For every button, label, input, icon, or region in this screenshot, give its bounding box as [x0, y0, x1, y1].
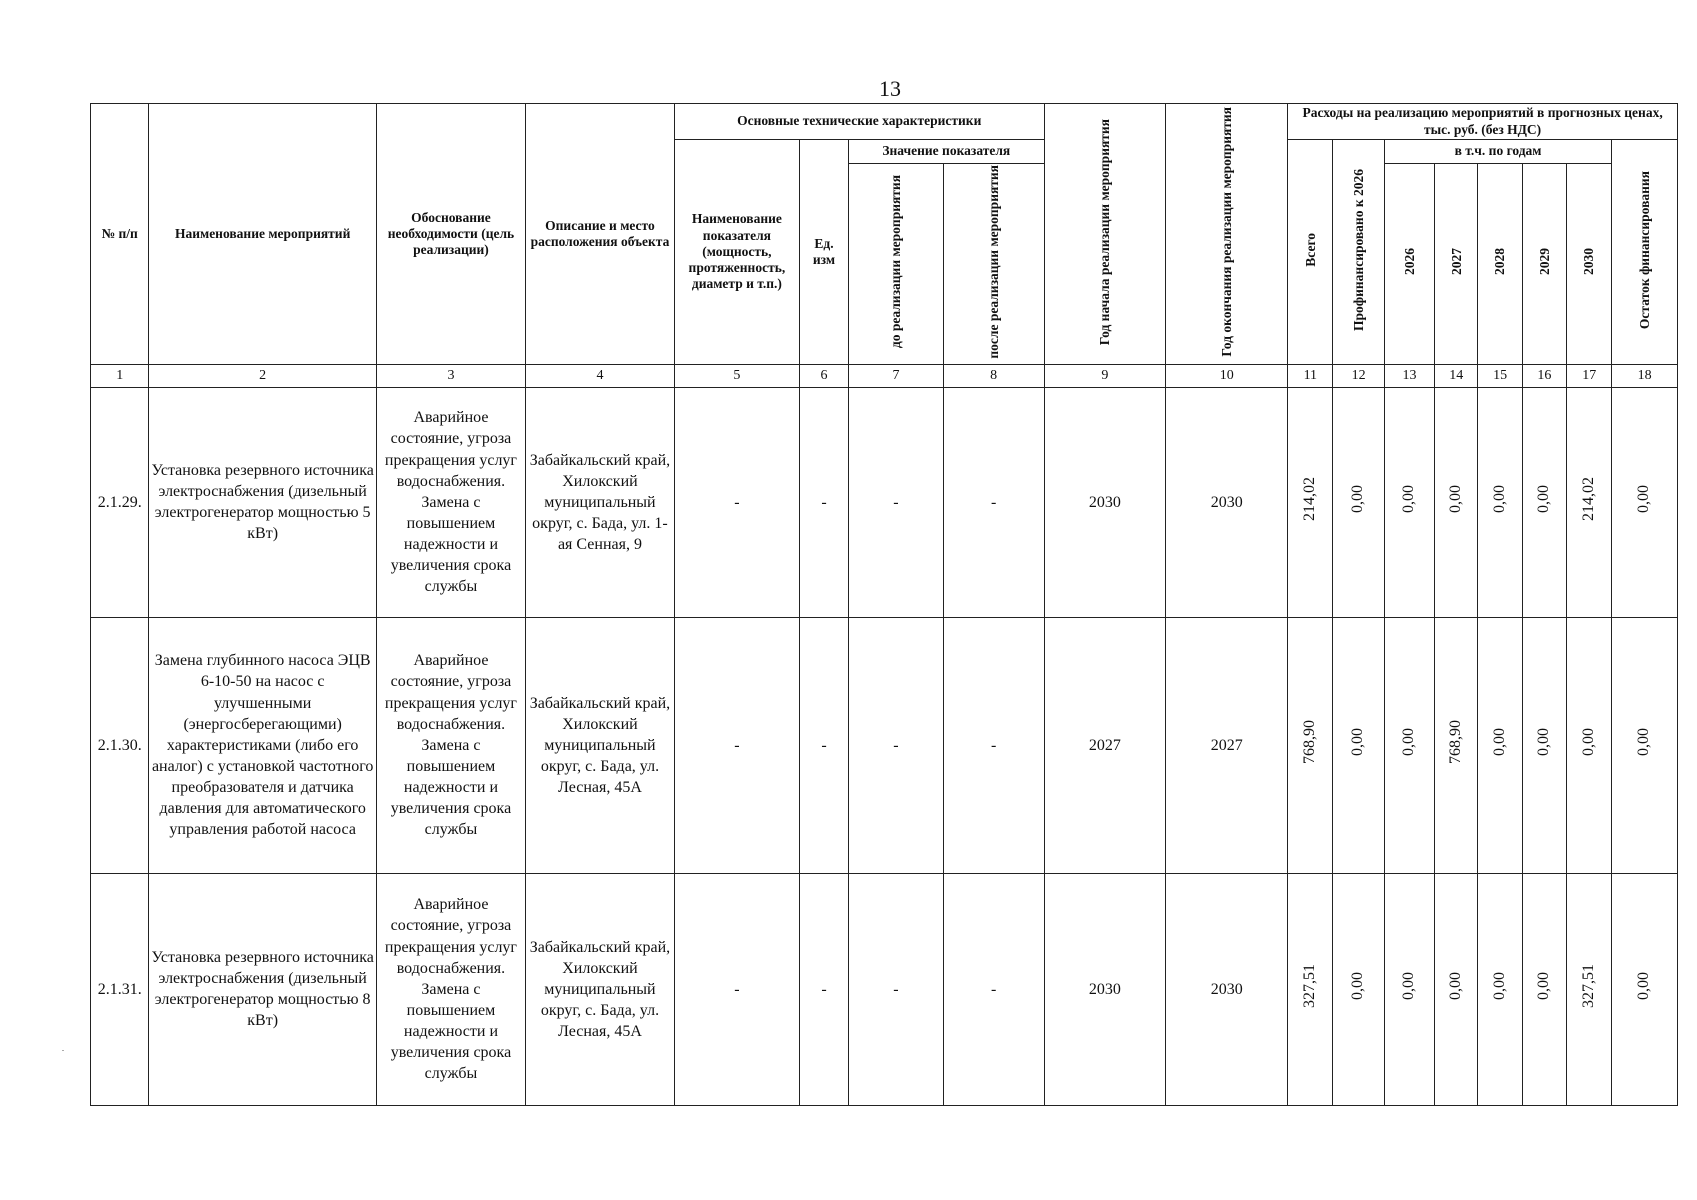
- row-location: Забайкальский край, Хилокский муниципальный округ, с. Бада, ул. Лесная, 45А: [525, 617, 674, 873]
- table-row: [91, 387, 1678, 617]
- row-after: -: [943, 387, 1044, 617]
- header-indicator-name: Наименование показателя (мощность, протяженность, диаметр и т.п.): [674, 140, 799, 365]
- row-name: Замена глубинного насоса ЭЦВ 6-10-50 на насос с улучшенными (энергосберегающими) характеристиками (либо его аналог) с установкой частотного преобразователя и датчика давления для автоматического управления работой насоса: [149, 617, 377, 873]
- row-total: 327,51: [1288, 873, 1333, 1105]
- scan-speck: [62, 1050, 64, 1051]
- table-row: [91, 617, 1678, 873]
- header-year-2030: 2030: [1567, 164, 1612, 365]
- column-number: 3: [376, 364, 525, 387]
- row-indicator: -: [674, 873, 799, 1105]
- column-number: 4: [525, 364, 674, 387]
- row-indicator: -: [674, 387, 799, 617]
- row-2030: 327,51: [1567, 873, 1612, 1105]
- row-justification: Аварийное состояние, угроза прекращения услуг водоснабжения. Замена с повышением надежности и увеличения срока службы: [376, 387, 525, 617]
- header-value-group: Значение показателя: [849, 140, 1044, 164]
- row-start-year: 2027: [1044, 617, 1166, 873]
- header-end-year: Год окончания реализации мероприятия: [1166, 104, 1288, 365]
- column-number: 8: [943, 364, 1044, 387]
- row-end-year: 2030: [1166, 873, 1288, 1105]
- header-before: до реализации мероприятия: [849, 164, 944, 365]
- header-financed: Профинансировано к 2026: [1333, 140, 1384, 365]
- row-2028: 0,00: [1478, 873, 1522, 1105]
- row-start-year: 2030: [1044, 873, 1166, 1105]
- row-financed: 0,00: [1333, 873, 1384, 1105]
- column-number: 16: [1522, 364, 1566, 387]
- row-name: Установка резервного источника электроснабжения (дизельный электрогенератор мощностью 5 кВт): [149, 387, 377, 617]
- row-location: Забайкальский край, Хилокский муниципальный округ, с. Бада, ул. Лесная, 45А: [525, 873, 674, 1105]
- header-location: Описание и место расположения объекта: [525, 104, 674, 365]
- column-number-row: [91, 364, 1678, 387]
- table-row: [91, 873, 1678, 1105]
- row-unit: -: [799, 387, 848, 617]
- page-number: 13: [879, 76, 901, 101]
- column-number: 17: [1567, 364, 1612, 387]
- column-number: 6: [799, 364, 848, 387]
- column-number: 10: [1166, 364, 1288, 387]
- header-name: Наименование мероприятий: [149, 104, 377, 365]
- row-end-year: 2030: [1166, 387, 1288, 617]
- row-total: 214,02: [1288, 387, 1333, 617]
- row-justification: Аварийное состояние, угроза прекращения услуг водоснабжения. Замена с повышением надежности и увеличения срока службы: [376, 873, 525, 1105]
- row-location: Забайкальский край, Хилокский муниципальный округ, с. Бада, ул. 1-ая Сенная, 9: [525, 387, 674, 617]
- row-end-year: 2027: [1166, 617, 1288, 873]
- column-number: 18: [1612, 364, 1678, 387]
- header-tech-group: Основные технические характеристики: [674, 104, 1044, 140]
- header-after: после реализации мероприятия: [943, 164, 1044, 365]
- header-costs-group: Расходы на реализацию мероприятий в прогнозных ценах, тыс. руб. (без НДС): [1288, 104, 1678, 140]
- row-num: 2.1.30.: [91, 617, 149, 873]
- column-number: 15: [1478, 364, 1522, 387]
- row-2027: 0,00: [1435, 873, 1478, 1105]
- column-number: 13: [1384, 364, 1434, 387]
- measures-table: [90, 103, 1678, 1106]
- header-total: Всего: [1288, 140, 1333, 365]
- row-remainder: 0,00: [1612, 617, 1678, 873]
- row-remainder: 0,00: [1612, 873, 1678, 1105]
- row-unit: -: [799, 617, 848, 873]
- column-number: 14: [1435, 364, 1478, 387]
- row-2029: 0,00: [1522, 873, 1566, 1105]
- row-remainder: 0,00: [1612, 387, 1678, 617]
- column-number: 9: [1044, 364, 1166, 387]
- row-total: 768,90: [1288, 617, 1333, 873]
- row-before: -: [849, 617, 944, 873]
- row-before: -: [849, 387, 944, 617]
- row-2030: 214,02: [1567, 387, 1612, 617]
- row-financed: 0,00: [1333, 617, 1384, 873]
- row-indicator: -: [674, 617, 799, 873]
- header-year-2028: 2028: [1478, 164, 1522, 365]
- column-number: 7: [849, 364, 944, 387]
- column-number: 12: [1333, 364, 1384, 387]
- header-justification: Обоснование необходимости (цель реализации): [376, 104, 525, 365]
- column-number: 11: [1288, 364, 1333, 387]
- header-year-2027: 2027: [1435, 164, 1478, 365]
- column-number: 5: [674, 364, 799, 387]
- row-name: Установка резервного источника электроснабжения (дизельный электрогенератор мощностью 8 кВт): [149, 873, 377, 1105]
- row-2026: 0,00: [1384, 617, 1434, 873]
- header-year-2026: 2026: [1384, 164, 1434, 365]
- row-2026: 0,00: [1384, 873, 1434, 1105]
- row-unit: -: [799, 873, 848, 1105]
- row-2028: 0,00: [1478, 617, 1522, 873]
- row-before: -: [849, 873, 944, 1105]
- row-after: -: [943, 617, 1044, 873]
- row-after: -: [943, 873, 1044, 1105]
- row-2029: 0,00: [1522, 387, 1566, 617]
- header-unit: Ед. изм: [799, 140, 848, 365]
- row-num: 2.1.31.: [91, 873, 149, 1105]
- row-2026: 0,00: [1384, 387, 1434, 617]
- header-by-years: в т.ч. по годам: [1384, 140, 1612, 164]
- header-year-2029: 2029: [1522, 164, 1566, 365]
- row-justification: Аварийное состояние, угроза прекращения услуг водоснабжения. Замена с повышением надежности и увеличения срока службы: [376, 617, 525, 873]
- header-start-year: Год начала реализации мероприятия: [1044, 104, 1166, 365]
- row-2030: 0,00: [1567, 617, 1612, 873]
- column-number: 1: [91, 364, 149, 387]
- row-2028: 0,00: [1478, 387, 1522, 617]
- row-start-year: 2030: [1044, 387, 1166, 617]
- column-number: 2: [149, 364, 377, 387]
- header-num: № п/п: [91, 104, 149, 365]
- row-2027: 0,00: [1435, 387, 1478, 617]
- header-remainder: Остаток финансирования: [1612, 140, 1678, 365]
- row-financed: 0,00: [1333, 387, 1384, 617]
- row-2029: 0,00: [1522, 617, 1566, 873]
- row-2027: 768,90: [1435, 617, 1478, 873]
- row-num: 2.1.29.: [91, 387, 149, 617]
